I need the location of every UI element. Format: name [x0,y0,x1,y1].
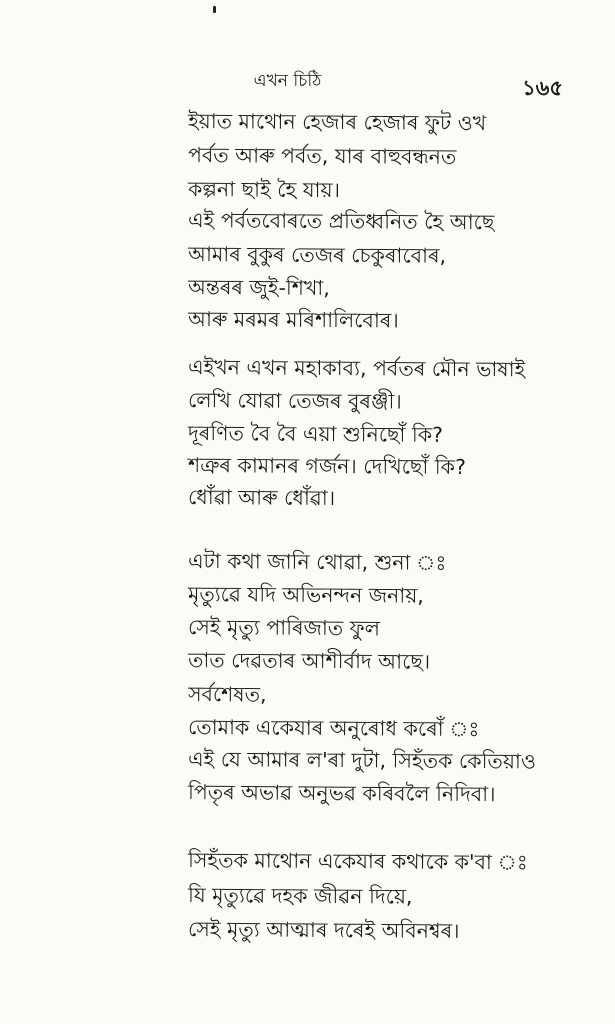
poem-line: লেখি যোৱা তেজৰ বুৰঞ্জী। [187,388,402,414]
poem-line: এই যে আমাৰ ল'ৰা দুটা, সিহঁতক কেতিয়াও [187,747,537,774]
poem-line: মৃত্যুৱে যদি অভিনন্দন জনায়, [187,582,424,608]
poem-line: আৰু মৰমৰ মৰিশালিবোৰ। [187,307,399,333]
poem-line: ধোঁৱা আৰু ধোঁৱা। [187,485,336,511]
poem-line: অন্তৰৰ জুই-শিখা, [187,275,330,300]
poem-line: সেই মৃত্যু পাৰিজাত ফুল [187,615,381,641]
running-title: এখন চিঠি [253,71,322,91]
poem-line: এই পৰ্বতবোৰতে প্ৰতিধ্বনিত হৈ আছে [187,208,495,235]
poem-line: কল্পনা ছাই হৈ যায়। [187,177,341,203]
poem-line: সৰ্বশেষত, [187,682,267,707]
poem-line: তোমাক একেযাৰ অনুৰোধ কৰোঁ ঃ [187,715,480,742]
poem-line: সেই মৃত্যু আত্মাৰ দৰেই অবিনশ্বৰ। [187,917,460,943]
poem-line: এইখন এখন মহাকাব্য, পৰ্বতৰ মৌন ভাষাই [187,355,526,382]
page-number: ১৬৫ [522,76,563,100]
poem-line: দূৰণিত বৈ বৈ এয়া শুনিছোঁ কি? [187,421,444,447]
poem-line: এটা কথা জানি থোৱা, শুনা ঃ [187,549,447,575]
poem-line: পৰ্বত আৰু পৰ্বত, যাৰ বাহুবন্ধনত [187,143,457,169]
poem-line: আমাৰ বুকুৰ তেজৰ চেকুৰাবোৰ, [187,242,447,268]
poem-line: শত্ৰুৰ কামানৰ গৰ্জন। দেখিছোঁ কি? [187,453,467,479]
poem-line: সিহঁতক মাথোন একেযাৰ কথাকে ক'বা ঃ [187,848,528,875]
poem-line: তাত দেৱতাৰ আশীৰ্বাদ আছে। [187,648,431,674]
poem-line: ইয়াত মাথোন হেজাৰ হেজাৰ ফুট ওখ [187,109,487,136]
poem-line: পিতৃৰ অভাৱ অনুভৱ কৰিবলৈ নিদিবা। [187,780,496,807]
poem-line: যি মৃত্যুৱে দহক জীৱন দিয়ে, [187,883,413,909]
ink-speck [213,6,216,13]
